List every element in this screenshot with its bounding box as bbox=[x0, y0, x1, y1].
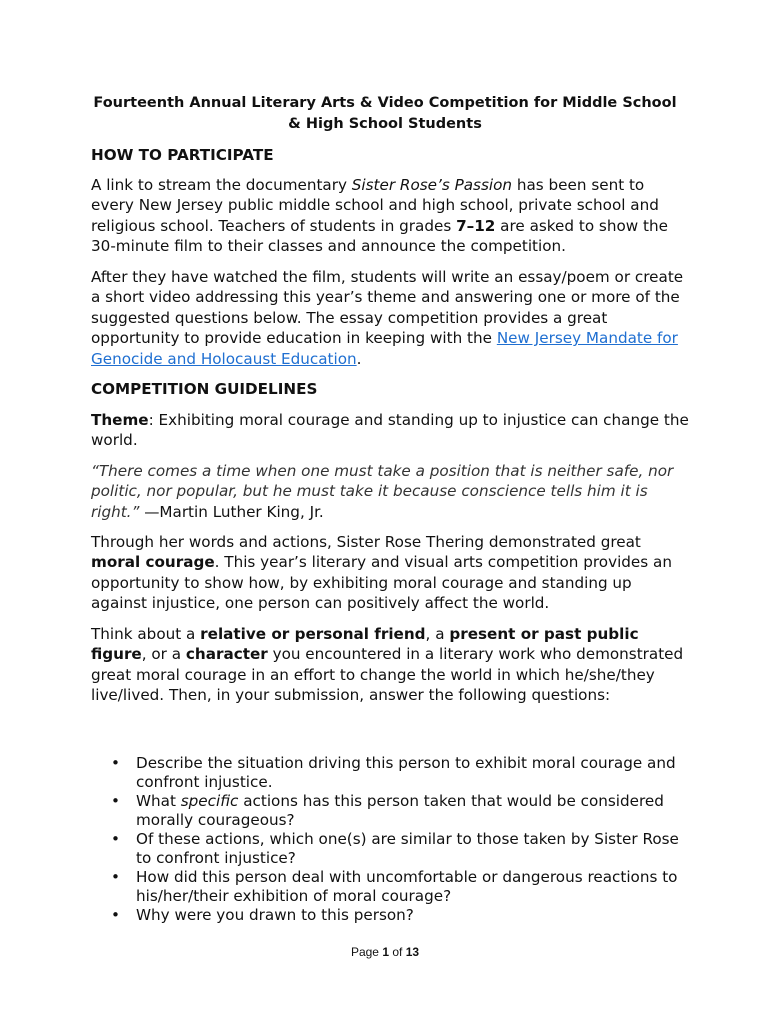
paragraph-stream-link bbox=[91, 175, 691, 257]
list-item bbox=[91, 906, 691, 925]
current-page: 1 bbox=[382, 945, 389, 959]
grades-range: 7–12 bbox=[456, 216, 496, 235]
question-text: Why were you drawn to this person? bbox=[136, 906, 414, 924]
page-label: Page bbox=[350, 945, 383, 959]
questions-list bbox=[91, 754, 691, 925]
p1-text-end: are asked to show the 30-minute film to their classes and announce the competition. bbox=[91, 216, 668, 256]
theme-label: Theme bbox=[91, 411, 149, 429]
paragraph-think-about bbox=[91, 624, 691, 706]
character-bold: character bbox=[185, 645, 268, 664]
question-text-start: What bbox=[136, 792, 181, 810]
competition-guidelines-heading: COMPETITION GUIDELINES bbox=[91, 380, 318, 398]
quote-text: “There comes a time when one must take a position that is neither safe, nor politic, nor popular, but he must take it because conscience tells him it is right.” bbox=[91, 462, 674, 521]
paragraph-theme bbox=[91, 410, 691, 451]
of-label: of bbox=[389, 945, 406, 959]
list-item bbox=[91, 830, 691, 868]
p1-text-mid: has been sent to every New Jersey public middle school and high school, private school and religious school. Teachers of students in grades bbox=[91, 176, 659, 235]
bullet-icon: • bbox=[111, 868, 120, 886]
total-pages: 13 bbox=[405, 945, 420, 959]
bullet-icon: • bbox=[111, 792, 120, 810]
p1-text-start: A link to stream the documentary bbox=[91, 176, 352, 194]
list-item bbox=[91, 868, 691, 906]
p2-text-end: . bbox=[356, 349, 362, 368]
how-to-participate-heading: HOW TO PARTICIPATE bbox=[91, 146, 274, 164]
relative-friend-bold: relative or personal friend bbox=[200, 625, 426, 643]
p4-text-mid1: , a bbox=[425, 625, 450, 643]
paragraph-sister-rose bbox=[91, 532, 691, 614]
quote-attribution: —Martin Luther King, Jr. bbox=[139, 502, 324, 521]
paragraph-after-film bbox=[91, 267, 691, 369]
mlk-quote bbox=[91, 461, 691, 522]
question-text: How did this person deal with uncomfortable or dangerous reactions to his/her/their exhibition of moral courage? bbox=[136, 868, 678, 905]
list-item bbox=[91, 754, 691, 792]
question-text: Of these actions, which one(s) are similar to those taken by Sister Rose to confront injustice? bbox=[136, 830, 679, 867]
film-title: Sister Rose’s Passion bbox=[351, 176, 513, 194]
public-figure-bold: present or past public figure bbox=[91, 625, 639, 664]
p4-text-mid2: , or a bbox=[141, 645, 186, 664]
question-emphasis: specific bbox=[180, 792, 239, 810]
nj-mandate-link[interactable]: New Jersey Mandate for Genocide and Holocaust Education bbox=[91, 329, 678, 368]
p2-text: After they have watched the film, students will write an essay/poem or create a short video addressing this year’s theme and answering one or more of the suggested questions below. The essay competition provides a great opportunity to provide education in keeping with the bbox=[91, 268, 684, 348]
list-item bbox=[91, 792, 691, 830]
bullet-icon: • bbox=[111, 754, 120, 772]
moral-courage-bold: moral courage bbox=[91, 553, 215, 572]
bullet-icon: • bbox=[111, 906, 120, 924]
question-text: Describe the situation driving this person to exhibit moral courage and confront injustice. bbox=[136, 754, 676, 791]
p3-text-end: . This year’s literary and visual arts competition provides an opportunity to show how, by exhibiting moral courage and standing up against injustice, one person can positively affect the world. bbox=[91, 553, 672, 613]
bullet-icon: • bbox=[111, 830, 120, 848]
page-number-footer bbox=[0, 944, 770, 960]
question-text-end: actions has this person taken that would be considered morally courageous? bbox=[136, 792, 664, 829]
theme-text: : Exhibiting moral courage and standing up to injustice can change the world. bbox=[91, 411, 689, 450]
p4-text-start: Think about a bbox=[91, 625, 201, 643]
p3-text-start: Through her words and actions, Sister Rose Thering demonstrated great bbox=[91, 533, 641, 551]
p4-text-end: you encountered in a literary work who demonstrated great moral courage in an effort to change the world in which he/she/they live/lived. Then, in your submission, answer the following questions: bbox=[91, 645, 684, 705]
document-title: Fourteenth Annual Literary Arts & Video Competition for Middle School & High School Students bbox=[93, 95, 677, 132]
